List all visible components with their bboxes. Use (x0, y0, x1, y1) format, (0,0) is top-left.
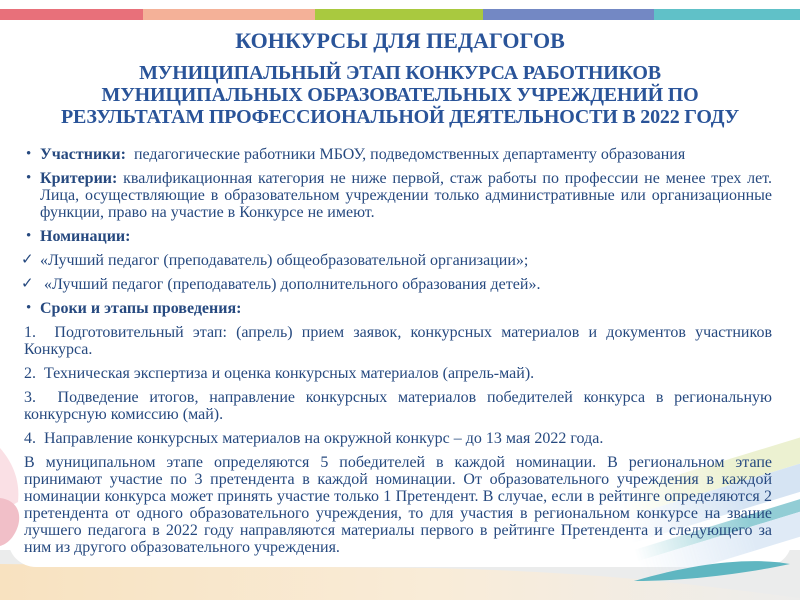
slide-header (28, 28, 772, 128)
strip-segment-teal (654, 9, 800, 20)
item-text: 4. Направление конкурсных материалов на окружной конкурс – до 13 мая 2022 года. (24, 430, 604, 447)
item-label: Сроки и этапы проведения: (40, 300, 242, 317)
closing-paragraph (24, 454, 772, 556)
item-text: педагогические работники МБОУ, подведомственных департаменту образования (125, 146, 686, 163)
strip-segment-green (315, 9, 483, 20)
subtitle-line: РЕЗУЛЬТАТАМ ПРОФЕССИОНАЛЬНОЙ ДЕЯТЕЛЬНОСТИ В 2022 ГОДУ (61, 106, 739, 128)
slide-subtitle (28, 62, 772, 128)
item-label: Номинации: (40, 228, 131, 245)
list-item (24, 146, 772, 163)
list-item (24, 389, 772, 423)
list-item (24, 170, 772, 221)
bullet-icon: • (26, 170, 32, 186)
item-label: Участники: (40, 146, 126, 163)
subtitle-line: МУНИЦИПАЛЬНЫХ ОБРАЗОВАТЕЛЬНЫХ УЧРЕЖДЕНИЙ ПО (101, 84, 699, 106)
list-item (24, 324, 772, 358)
item-text: 2. Техническая экспертиза и оценка конкурсных материалов (апрель-май). (24, 365, 535, 382)
list-item (24, 300, 772, 317)
item-text: «Лучший педагог (преподаватель) дополнительного образования детей». (40, 276, 541, 293)
item-text: В муниципальном этапе определяются 5 победителей в каждой номинации. В региональном этапе принимают участие по 3 претендента в каждой номинации. От образовательного учреждения в каждой номинации конкурса может принять участие только 1 Претендент. В случае, если в рейтинге определяются 2 претендента от одного образовательного учреждения, то для участия в региональном конкурсе на звание лучшего педагога в 2022 году направляются материалы первого в рейтинге Претендента и следующего за ним из другого образовательного учреждения. (24, 454, 772, 556)
item-text: квалификационная категория не ниже первой, стаж работы по профессии не менее трех лет. Лица, осуществляющие в образовательном учреждении только административные или организационные функции, право на участие в Конкурсе не имеют. (40, 170, 772, 221)
item-text: 3. Подведение итогов, направление конкурсных материалов победителей конкурса в региональную конкурсную комиссию (май). (24, 389, 772, 423)
item-text: «Лучший педагог (преподаватель) общеобразовательной организации»; (40, 252, 529, 269)
list-item (24, 365, 772, 382)
strip-segment-salmon (143, 9, 315, 20)
bullet-icon: • (26, 146, 32, 162)
subtitle-line: МУНИЦИПАЛЬНЫЙ ЭТАП КОНКУРСА РАБОТНИКОВ (139, 62, 661, 84)
strip-segment-red (0, 9, 143, 20)
item-label: Критерии: (40, 170, 118, 187)
list-item (24, 430, 772, 447)
list-item (24, 228, 772, 245)
bullet-icon: • (26, 228, 32, 244)
accent-color-strip (0, 9, 800, 20)
list-item (21, 276, 772, 293)
item-text: 1. Подготовительный этап: (апрель) прием заявок, конкурсных материалов и документов участников Конкурса. (24, 324, 772, 358)
checkmark-icon: ✓ (21, 252, 34, 268)
checkmark-icon: ✓ (21, 276, 34, 292)
list-item (21, 252, 772, 269)
bullet-icon: • (26, 300, 32, 316)
strip-segment-blue (483, 9, 654, 20)
slide-title: КОНКУРСЫ ДЛЯ ПЕДАГОГОВ (235, 28, 565, 53)
content-list (21, 146, 772, 563)
